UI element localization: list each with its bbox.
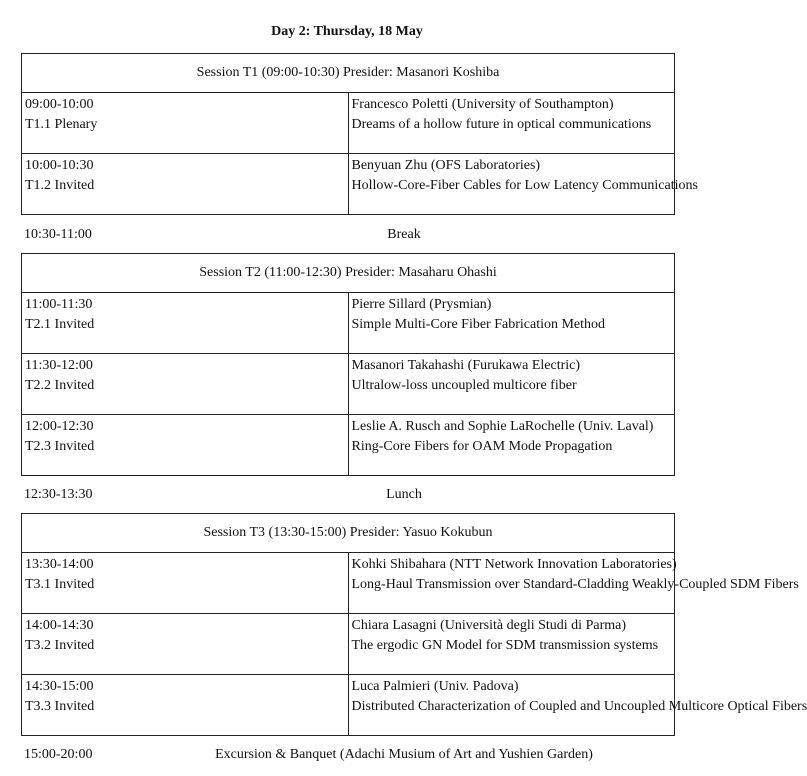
talk-type: T3.1 Invited — [25, 577, 95, 592]
session-header: Session T3 (13:30-15:00) Presider: Yasuo Kokubun — [22, 514, 675, 553]
talk-topic: Ring-Core Fibers for OAM Mode Propagation — [351, 439, 613, 454]
talk-topic: Distributed Characterization of Coupled and Uncoupled Multicore Optical Fibers — [351, 699, 807, 714]
table-row — [22, 675, 675, 736]
talk-topic: Simple Multi-Core Fiber Fabrication Method — [351, 317, 606, 332]
talk-type: T1.1 Plenary — [25, 117, 98, 132]
talk-topic: Dreams of a hollow future in optical communications — [351, 117, 652, 132]
talk-type: T1.2 Invited — [25, 178, 95, 193]
talk-time: 11:00-11:30 — [25, 297, 93, 312]
talk-time: 13:30-14:00 — [25, 557, 94, 572]
break-row — [24, 745, 675, 765]
talk-topic: Ultralow-loss uncoupled multicore fiber — [351, 378, 577, 393]
talk-time: 11:30-12:00 — [25, 358, 93, 373]
talk-topic: Hollow-Core-Fiber Cables for Low Latency Communications — [351, 178, 698, 193]
break-label: Break — [387, 227, 421, 242]
session-header: Session T2 (11:00-12:30) Presider: Masaharu Ohashi — [22, 254, 675, 293]
break-label: Lunch — [386, 487, 422, 502]
break-time: 10:30-11:00 — [24, 227, 92, 242]
talk-type: T3.3 Invited — [25, 699, 95, 714]
talk-speaker: Masanori Takahashi (Furukawa Electric) — [351, 358, 581, 373]
table-row — [22, 415, 675, 476]
talk-speaker: Luca Palmieri (Univ. Padova) — [351, 679, 519, 694]
talk-time: 10:00-10:30 — [25, 158, 94, 173]
table-row — [22, 614, 675, 675]
talk-time: 14:30-15:00 — [25, 679, 94, 694]
talk-speaker: Leslie A. Rusch and Sophie LaRochelle (Univ. Laval) — [351, 419, 654, 434]
session-header: Session T1 (09:00-10:30) Presider: Masanori Koshiba — [22, 54, 675, 93]
talk-type: T2.1 Invited — [25, 317, 95, 332]
talk-speaker: Francesco Poletti (University of Southampton) — [351, 97, 614, 112]
talk-speaker: Pierre Sillard (Prysmian) — [351, 297, 492, 312]
talk-type: T2.2 Invited — [25, 378, 95, 393]
session-table — [21, 513, 807, 736]
break-row — [24, 225, 675, 245]
talk-time: 14:00-14:30 — [25, 618, 94, 633]
break-row — [24, 485, 675, 505]
break-time: 15:00-20:00 — [24, 747, 93, 762]
table-row — [22, 354, 675, 415]
talk-type: T2.3 Invited — [25, 439, 95, 454]
page-title: Day 2: Thursday, 18 May — [271, 24, 423, 39]
talk-time: 12:00-12:30 — [25, 419, 94, 434]
talk-topic: The ergodic GN Model for SDM transmission systems — [351, 638, 659, 653]
talk-time: 09:00-10:00 — [25, 97, 94, 112]
table-row — [22, 154, 675, 215]
talk-topic: Long-Haul Transmission over Standard-Cladding Weakly-Coupled SDM Fibers — [351, 577, 799, 592]
session-table — [21, 53, 698, 215]
table-row — [22, 553, 675, 614]
session-table — [21, 253, 675, 476]
break-label: Excursion & Banquet (Adachi Musium of Art and Yushien Garden) — [215, 747, 593, 762]
table-row — [22, 93, 675, 154]
talk-speaker: Chiara Lasagni (Università degli Studi di Parma) — [351, 618, 626, 633]
talk-speaker: Kohki Shibahara (NTT Network Innovation Laboratories) — [351, 557, 677, 572]
break-time: 12:30-13:30 — [24, 487, 93, 502]
talk-type: T3.2 Invited — [25, 638, 95, 653]
table-row — [22, 293, 675, 354]
talk-speaker: Benyuan Zhu (OFS Laboratories) — [351, 158, 541, 173]
